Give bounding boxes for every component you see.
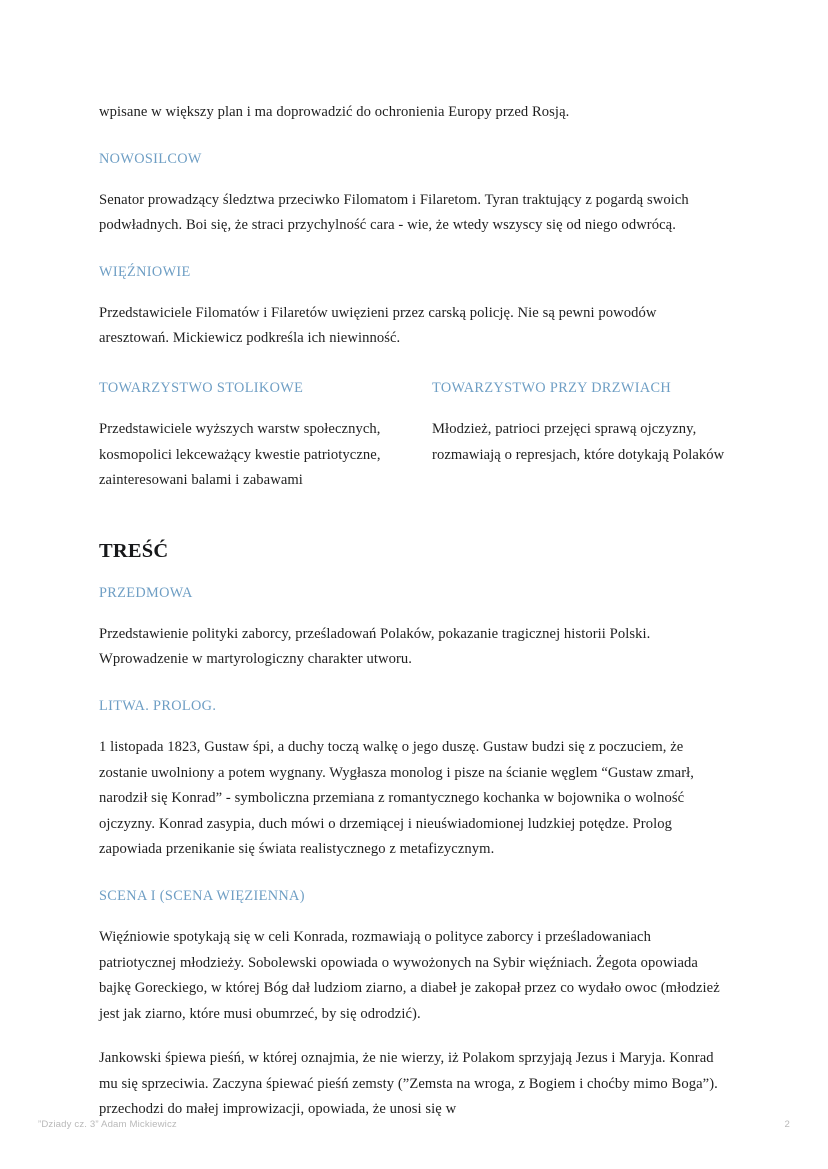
subheading-przedmowa: PRZEDMOWA <box>99 584 193 601</box>
column-towarzystwo-przy-drzwiach <box>432 378 728 494</box>
two-column-region <box>99 378 729 494</box>
spacer <box>99 603 729 622</box>
spacer <box>99 282 729 301</box>
subheading-towarzystwo-stolikowe: TOWARZYSTWO STOLIKOWE <box>99 379 304 396</box>
subheading-litwa-prolog: LITWA. PROLOG. <box>99 697 217 714</box>
section-title-tresc: TREŚĆ <box>99 539 169 562</box>
spacer <box>99 716 729 735</box>
spacer <box>99 906 729 925</box>
spacer <box>99 239 729 262</box>
spacer <box>99 863 729 886</box>
footer-page-number: 2 <box>784 1119 790 1130</box>
spacer <box>99 673 729 696</box>
paragraph-towarzystwo-stolikowe: Przedstawiciele wyższych warstw społecznych, kosmopolici lekceważący kwestie patriotyczne, zainteresowani balami i zabawami <box>99 420 381 489</box>
spacer <box>99 494 729 538</box>
spacer <box>99 169 729 188</box>
spacer <box>99 564 729 583</box>
paragraph-scena-i-first: Więźniowie spotykają się w celi Konrada, rozmawiają o polityce zaborcy i prześladowaniach patriotycznej młodzieży. Sobolewski opowiada o wywożonych na Sybir więźniach. Żegota opowiada bajkę Goreckiego, w której Bóg dał ludziom ziarno, a diabeł je zakopał przez co wydało owoc (młodzież jest jak ziarno, które musi obumrzeć, by się odrodzić). <box>99 928 720 1022</box>
subheading-nowosilcow: NOWOSILCOW <box>99 150 202 167</box>
page-footer <box>38 1117 790 1133</box>
paragraph-scena-i-second: Jankowski śpiewa pieśń, w której oznajmia, że nie wierzy, iż Polakom sprzyjają Jezus i Maryja. Konrad mu się sprzeciwia. Zaczyna śpiewać pieśń zemsty (”Zemsta na wroga, z Bogiem i choćby mimo Boga”). przechodzi do małej improwizacji, opowiada, że unosi się w <box>99 1050 718 1118</box>
spacer <box>99 1027 729 1046</box>
spacer <box>99 126 729 149</box>
paragraph-nowosilcow: Senator prowadzący śledztwa przeciwko Filomatom i Filaretom. Tyran traktujący z pogardą swoich podwładnych. Boi się, że straci przychylność cara - wie, że wtedy wszyscy się od niego odwrócą. <box>99 191 689 234</box>
column-towarzystwo-stolikowe <box>99 378 395 494</box>
spacer <box>99 352 729 378</box>
subheading-scena-i: SCENA I (SCENA WIĘZIENNA) <box>99 887 305 904</box>
subheading-wiezniowie: WIĘŹNIOWIE <box>99 263 191 280</box>
paragraph-wiezniowie: Przedstawiciele Filomatów i Filaretów uwięzieni przez carską policję. Nie są pewni powodów aresztowań. Mickiewicz podkreśla ich niewinność. <box>99 304 657 347</box>
paragraph-litwa-prolog: 1 listopada 1823, Gustaw śpi, a duchy toczą walkę o jego duszę. Gustaw budzi się z poczuciem, że zostanie uwolniony a potem wygnany. Wygłasza monolog i pisze na ścianie węglem “Gustaw zmarł, narodził się Konrad” - symboliczna przemiana z romantycznego kochanka w bojownika o wolność ojczyzny. Konrad zasypia, duch mówi o drzemiącej i nieuświadomionej ludzkiej potędze. Prolog zapowiada przenikanie się świata realistycznego z metafizycznym. <box>99 738 695 858</box>
subheading-towarzystwo-przy-drzwiach: TOWARZYSTWO PRZY DRZWIACH <box>432 379 672 396</box>
document-content <box>99 100 729 1123</box>
footer-source-label: ”Dziady cz. 3” Adam Mickiewicz <box>38 1119 177 1130</box>
continued-paragraph: wpisane w większy plan i ma doprowadzić do ochronienia Europy przed Rosją. <box>99 104 570 120</box>
paragraph-przedmowa: Przedstawienie polityki zaborcy, prześladowań Polaków, pokazanie tragicznej historii Polski. Wprowadzenie w martyrologiczny charakter utworu. <box>99 625 651 668</box>
paragraph-towarzystwo-przy-drzwiach: Młodzież, patrioci przejęci sprawą ojczyzny, rozmawiają o represjach, które dotykają Polaków <box>432 420 725 463</box>
